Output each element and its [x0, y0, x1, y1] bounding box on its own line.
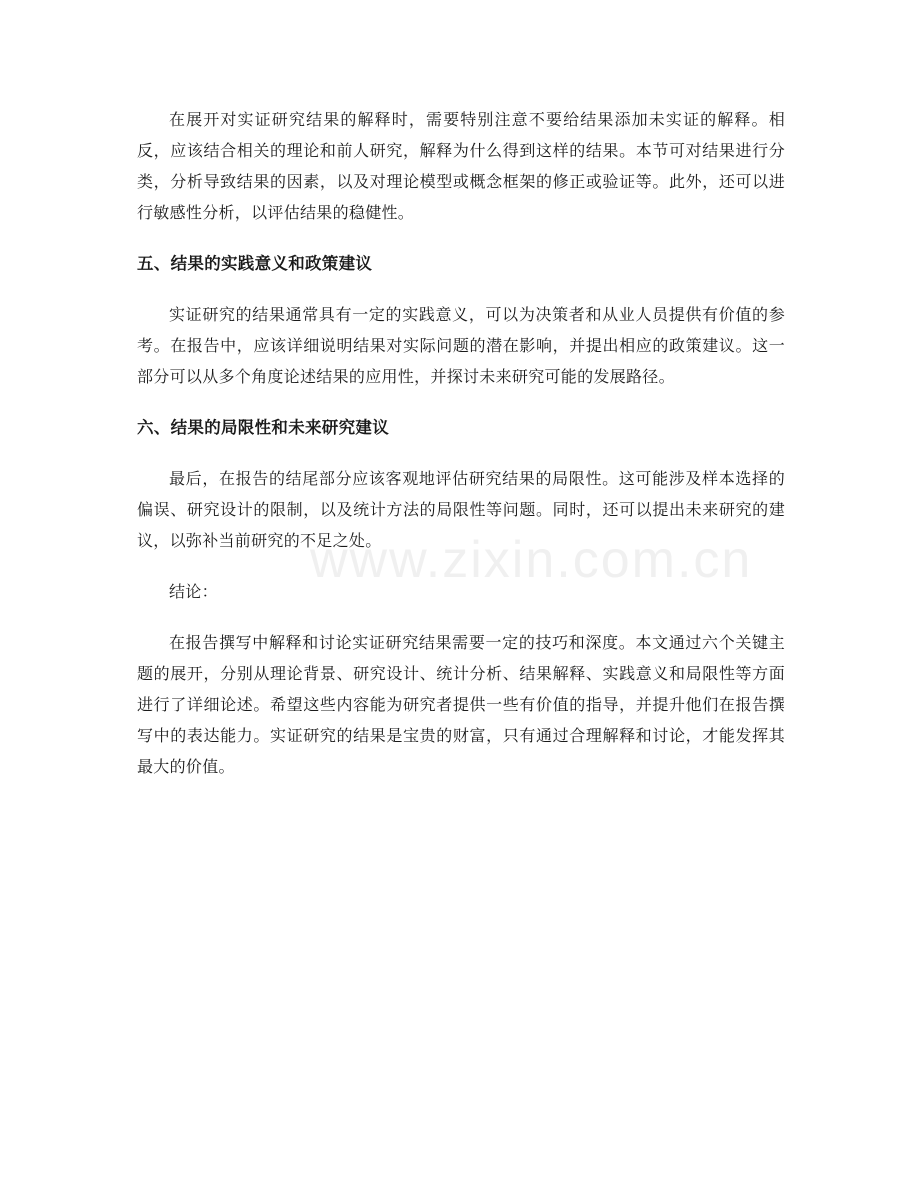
paragraph-practical-significance: 实证研究的结果通常具有一定的实践意义，可以为决策者和从业人员提供有价值的参考。在报告中，应该详细说明结果对实际问题的潜在影响，并提出相应的政策建议。这一部分可以从多个角度论述结果的应用性，并探讨未来研究可能的发展路径。	[137, 305, 785, 386]
watermark: www.zixin.com.cn	[310, 531, 753, 589]
paragraph-limitations: 最后，在报告的结尾部分应该客观地评估研究结果的局限性。这可能涉及样本选择的偏误、研究设计的限制，以及统计方法的局限性等问题。同时，还可以提出未来研究的建议，以弥补当前研究的不足之处。	[137, 469, 785, 550]
document-body	[137, 104, 785, 802]
paragraph-results-interpretation: 在展开对实证研究结果的解释时，需要特别注意不要给结果添加未实证的解释。相反，应该结合相关的理论和前人研究，解释为什么得到这样的结果。本节可对结果进行分类，分析导致结果的因素，以及对理论模型或概念框架的修正或验证等。此外，还可以进行敏感性分析，以评估结果的稳健性。	[137, 110, 785, 222]
conclusion-label: 结论：	[169, 582, 218, 601]
section-heading-limitations: 六、结果的局限性和未来研究建议	[137, 418, 389, 437]
section-heading-practical-significance: 五、结果的实践意义和政策建议	[137, 254, 373, 273]
paragraph-conclusion: 在报告撰写中解释和讨论实证研究结果需要一定的技巧和深度。本文通过六个关键主题的展开，分别从理论背景、研究设计、统计分析、结果解释、实践意义和局限性等方面进行了详细论述。希望这些内容能为研究者提供一些有价值的指导，并提升他们在报告撰写中的表达能力。实证研究的结果是宝贵的财富，只有通过合理解释和讨论，才能发挥其最大的价值。	[137, 633, 785, 776]
